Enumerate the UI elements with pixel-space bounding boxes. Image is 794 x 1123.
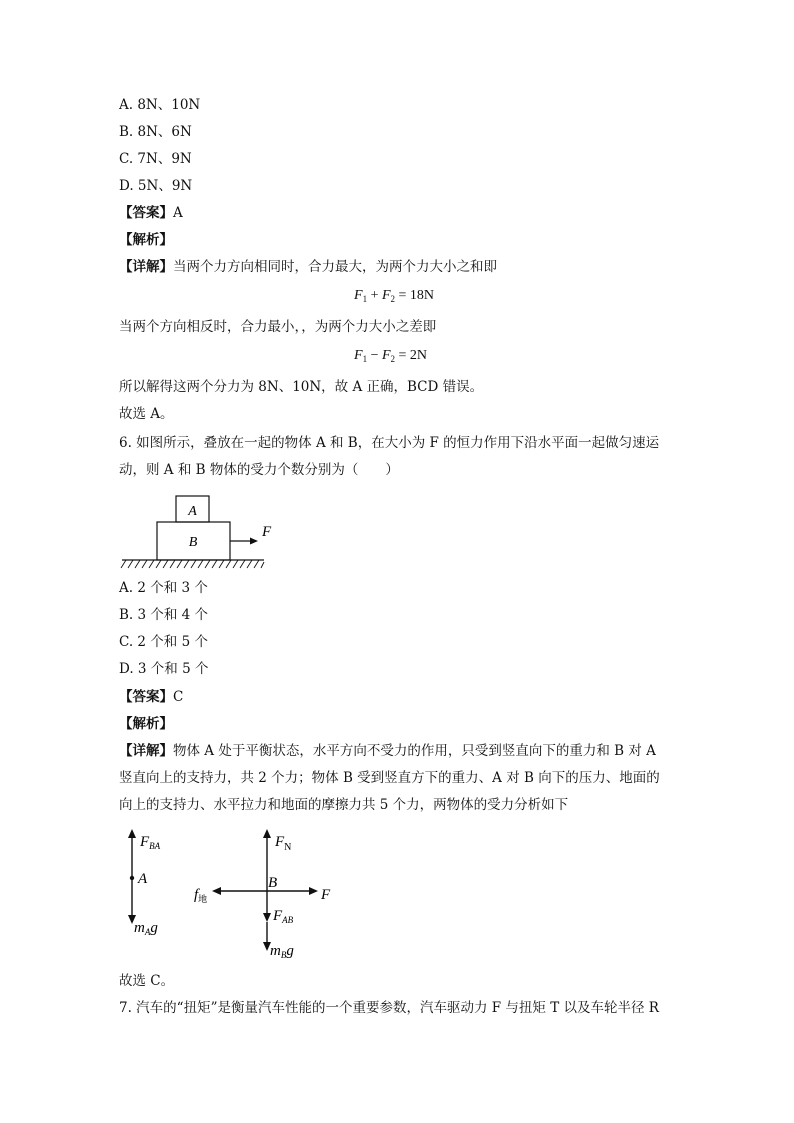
arrowhead-up [263,829,271,838]
q6-option-c: C. 2 个和 5 个 [119,634,208,650]
point-a [130,876,134,880]
fbd-object-b [194,829,331,960]
force-arrowhead [250,538,258,545]
force-label: F [262,524,272,540]
detail-label: 【详解】 [119,259,173,275]
q6-conclusion: 故选 C。 [119,973,175,989]
answer-value: C [173,689,184,705]
fab-label: $F_{AB}$ [273,908,294,925]
eq1-op: + [370,288,379,303]
eq2-f2: F [381,348,391,363]
q5-option-a: A. 8N、10N [119,97,201,113]
f-ground-label: $f_地$ [194,887,208,905]
eq1-f2: F [381,288,391,303]
f-right-label: F [321,887,331,903]
q6-option-d: D. 3 个和 5 个 [119,661,209,677]
q7-stem-1: 7. 汽车的“扭矩”是衡量汽车性能的一个重要参数，汽车驱动力 F 与扭矩 T 以及车轮半径 R [119,1000,659,1016]
arrowhead-down-1 [263,913,271,922]
q6-figure [118,492,278,572]
q5-option-d: D. 5N、9N [119,178,193,194]
mb-g-label: $m_Bg$ [270,943,294,960]
arrowhead-right [309,887,318,895]
fba-label: $F_{BA}$ [140,834,161,851]
detail-label: 【详解】 [119,743,173,759]
arrowhead-left [212,887,221,895]
q6-option-a: A. 2 个和 3 个 [119,580,208,596]
q5-detail-1 [119,258,497,276]
q5-analysis-label: 【解析】 [119,232,173,248]
q5-detail-2: 当两个方向相反时，合力最小，，为两个力大小之差即 [119,319,437,335]
q5-answer [119,204,183,222]
arrowhead-up [128,829,136,838]
q6-answer [119,688,183,706]
eq2-f2-sub: 2 [390,354,396,364]
q5-equation-2 [354,347,427,368]
answer-label: 【答案】 [119,205,173,221]
eq2-rhs: = 2N [398,348,428,363]
fbd-object-a [128,829,161,937]
a-label: A [138,871,148,887]
q6-detail-3: 向上的支持力、水平拉力和地面的摩擦力共 5 个力，两物体的受力分析如下 [119,797,569,813]
block-a-label: A [188,504,197,519]
b-label: B [268,875,278,891]
eq1-rhs: = 18N [398,288,435,303]
q6-detail-2: 竖直向上的支持力，共 2 个力；物体 B 受到竖直方下的重力、A 对 B 向下的压力、地面的 [119,770,660,786]
ground-hatching [121,560,264,568]
q6-analysis-label: 【解析】 [119,716,173,732]
answer-value: A [173,205,183,221]
free-body-diagrams [118,824,348,964]
q5-option-c: C. 7N、9N [119,151,192,167]
eq2-f1-sub: 1 [362,354,368,364]
eq1-f1-sub: 1 [362,294,368,304]
q5-detail-3: 所以解得这两个分力为 8N、10N，故 A 正确，BCD 错误。 [119,379,484,395]
eq1-f2-sub: 2 [390,294,396,304]
ma-g-label: $m_Ag$ [134,920,158,937]
q5-option-b: B. 8N、6N [119,124,192,140]
detail-text: 物体 A 处于平衡状态，水平方向不受力的作用，只受到竖直向下的重力和 B 对 A [173,743,656,759]
q6-stem-1: 6. 如图所示，叠放在一起的物体 A 和 B，在大小为 F 的恒力作用下沿水平面一起做匀速运 [119,435,660,451]
eq2-op: − [370,348,379,363]
q6-stem-2: 动，则 A 和 B 物体的受力个数分别为（ ） [119,462,399,478]
block-b-label: B [188,535,198,550]
q5-conclusion: 故选 A。 [119,406,174,422]
eq1-f1: F [354,288,363,303]
q6-detail-1 [119,742,656,760]
q6-option-b: B. 3 个和 4 个 [119,607,209,623]
q5-equation-1 [354,287,434,308]
detail-text: 当两个力方向相同时，合力最大，为两个力大小之和即 [173,259,497,275]
answer-label: 【答案】 [119,689,173,705]
eq2-f1: F [354,348,363,363]
fn-label: $F_N$ [275,834,292,853]
